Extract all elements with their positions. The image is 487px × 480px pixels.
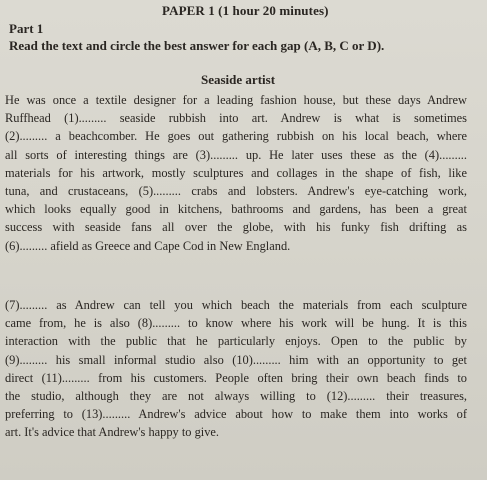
text-line: came from, he is also (8)......... to know where his work will be hung. It is this xyxy=(5,316,467,331)
text-line: Ruffhead (1)......... seaside rubbish into art. Andrew is what is sometimes xyxy=(5,111,467,126)
text-line: interaction with the public that he particularly enjoys. Open to the public by xyxy=(5,334,467,349)
text-line: direct (11)......... from his customers. People often bring their own beach finds to xyxy=(5,370,467,385)
paragraph-2 xyxy=(5,296,467,442)
paper-title: PAPER 1 (1 hour 20 minutes) xyxy=(162,3,329,18)
text-line: art. It's advice that Andrew's happy to give. xyxy=(5,425,220,440)
instruction-text: Read the text and circle the best answer for each gap (A, B, C or D). xyxy=(9,38,385,53)
text-line: (2)......... a beachcomber. He goes out gathering rubbish on his local beach, where xyxy=(5,129,467,144)
text-line: (6)......... afield as Greece and Cape Cod in New England. xyxy=(5,238,291,253)
article-title: Seaside artist xyxy=(201,72,276,87)
text-line: all sorts of interesting things are (3)......... up. He later uses these as the (4)......... xyxy=(5,147,467,162)
text-line: He was once a textile designer for a leading fashion house, but these days Andrew xyxy=(5,93,467,107)
text-line: (7)......... as Andrew can tell you which beach the materials from each sculpture xyxy=(5,298,467,312)
text-line: (9)......... his small informal studio also (10)......... him with an opportunity to get xyxy=(5,352,467,367)
text-line: materials for his artwork, mostly sculptures and collages in the shape of fish, like xyxy=(5,165,467,180)
paragraph-1 xyxy=(5,91,467,255)
text-line: success with seaside fans all over the globe, with his funky fish drifting as xyxy=(5,220,467,235)
part-heading: Part 1 xyxy=(9,21,44,36)
text-line: the studio, although they are not always willing to (12)......... their treasures, xyxy=(5,389,467,404)
text-line: preferring to (13)......... Andrew's advice about how to make them into works of xyxy=(5,407,467,422)
text-line: which looks equally good in kitchens, bathrooms and gardens, has been a great xyxy=(5,202,467,217)
text-line: tuna, and crustaceans, (5)......... crabs and lobsters. Andrew's eye-catching work, xyxy=(5,184,467,199)
